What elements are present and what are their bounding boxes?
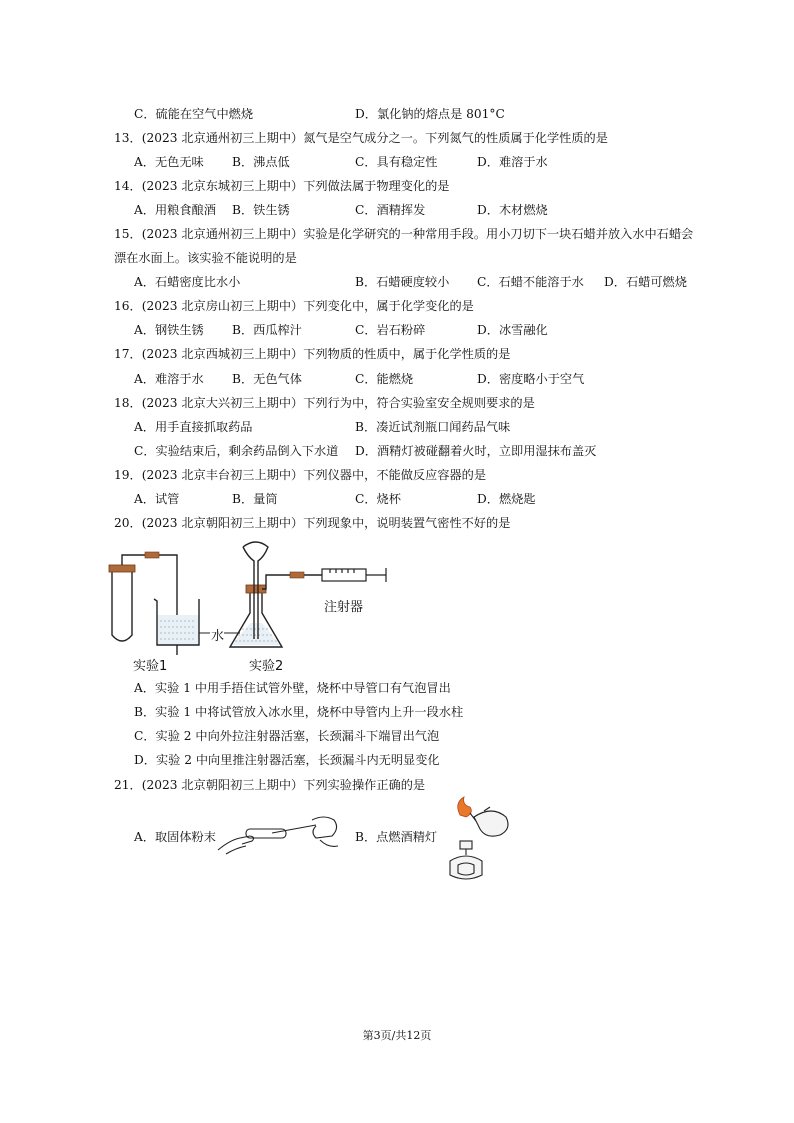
q16-option-a: A．钢铁生锈 xyxy=(134,323,204,337)
flame-icon xyxy=(458,797,472,817)
conical-flask xyxy=(230,587,282,647)
alcohol-lamp-figure xyxy=(440,795,516,883)
q21-stem: 21．(2023 北京朝阳初三上期中）下列实验操作正确的是 xyxy=(114,778,426,792)
q18-option-d: D．酒精灯被碰翻着火时，立即用湿抹布盖灭 xyxy=(355,444,597,458)
q15-option-b: B．石蜡硬度较小 xyxy=(355,275,450,289)
experiment-1-label: 实验1 xyxy=(133,659,168,674)
test-tube-stopper xyxy=(109,565,135,572)
q17-option-a: A．难溶于水 xyxy=(134,372,204,386)
rubber-joint-2 xyxy=(290,572,304,578)
q20-option-b: B．实验 1 中将试管放入冰水里，烧杯中导管内上升一段水柱 xyxy=(134,705,464,719)
q18-stem: 18．(2023 北京大兴初三上期中）下列行为中，符合实验室安全规则要求的是 xyxy=(114,396,535,410)
q14-stem: 14．(2023 北京东城初三上期中）下列做法属于物理变化的是 xyxy=(114,179,450,193)
q20-option-d: D．实验 2 中向里推注射器活塞，长颈漏斗内无明显变化 xyxy=(134,753,440,767)
q17-option-d: D．密度略小于空气 xyxy=(477,372,585,386)
q15-option-d: D．石蜡可燃烧 xyxy=(604,275,687,289)
q20-stem: 20．(2023 北京朝阳初三上期中）下列现象中，说明装置气密性不好的是 xyxy=(114,516,511,530)
q19-option-c: C．烧杯 xyxy=(355,492,401,506)
q19-option-a: A．试管 xyxy=(134,492,180,506)
q13-option-c: C．具有稳定性 xyxy=(355,155,438,169)
q13-stem: 13．(2023 北京通州初三上期中）氮气是空气成分之一。下列氮气的性质属于化学性质的是 xyxy=(114,131,608,145)
rubber-joint-1 xyxy=(145,552,159,558)
syringe-label: 注射器 xyxy=(324,600,364,615)
q15-stem: 15．(2023 北京通州初三上期中）实验是化学研究的一种常用手段。用小刀切下一块石蜡并放入水中石蜡会 xyxy=(114,227,694,241)
q17-option-c: C．能燃烧 xyxy=(355,372,414,386)
q13-option-d: D．难溶于水 xyxy=(477,155,548,169)
q16-option-c: C．岩石粉碎 xyxy=(355,323,426,337)
q14-option-b: B．铁生锈 xyxy=(232,203,290,217)
q16-stem: 16．(2023 北京房山初三上期中）下列变化中，属于化学变化的是 xyxy=(114,299,474,313)
syringe xyxy=(322,568,386,582)
q21-option-b: B．点燃酒精灯 xyxy=(355,830,438,844)
q19-option-d: D．燃烧匙 xyxy=(477,492,536,506)
q18-option-c: C．实验结束后，剩余药品倒入下水道 xyxy=(134,444,339,458)
q15-stem-cont: 漂在水面上。该实验不能说明的是 xyxy=(114,251,297,265)
q14-option-a: A．用粮食酿酒 xyxy=(134,203,216,217)
q20-option-c: C．实验 2 中向外拉注射器活塞，长颈漏斗下端冒出气泡 xyxy=(134,729,440,743)
water-label: 水 xyxy=(211,629,225,644)
experiment-2-label: 实验2 xyxy=(249,659,284,674)
q13-option-b: B．沸点低 xyxy=(232,155,290,169)
test-tube xyxy=(112,567,132,641)
q17-stem: 17．(2023 北京西城初三上期中）下列物质的性质中，属于化学性质的是 xyxy=(114,347,511,361)
q12-option-d: D．氯化钠的熔点是 801°C xyxy=(355,107,505,121)
q14-option-d: D．木材燃烧 xyxy=(477,203,548,217)
q17-option-b: B．无色气体 xyxy=(232,372,302,386)
page-number: 第3页/共12页 xyxy=(362,1029,432,1042)
powder-transfer-figure xyxy=(216,810,342,858)
q16-option-b: B．西瓜榨汁 xyxy=(232,323,302,337)
q16-option-d: D．冰雪融化 xyxy=(477,323,548,337)
q14-option-c: C．酒精挥发 xyxy=(355,203,426,217)
q13-option-a: A．无色无味 xyxy=(134,155,204,169)
q21-option-a: A．取固体粉末 xyxy=(134,830,216,844)
q19-stem: 19．(2023 北京丰台初三上期中）下列仪器中，不能做反应容器的是 xyxy=(114,468,487,482)
q19-option-b: B．量筒 xyxy=(232,492,278,506)
q12-option-c: C．硫能在空气中燃烧 xyxy=(134,107,254,121)
q15-option-c: C．石蜡不能溶于水 xyxy=(477,275,584,289)
q20-option-a: A．实验 1 中用手捂住试管外壁，烧杯中导管口有气泡冒出 xyxy=(134,681,451,695)
q18-option-b: B．凑近试剂瓶口闻药品气味 xyxy=(355,420,511,434)
q15-option-a: A．石蜡密度比水小 xyxy=(134,275,241,289)
q18-option-a: A．用手直接抓取药品 xyxy=(134,420,253,434)
